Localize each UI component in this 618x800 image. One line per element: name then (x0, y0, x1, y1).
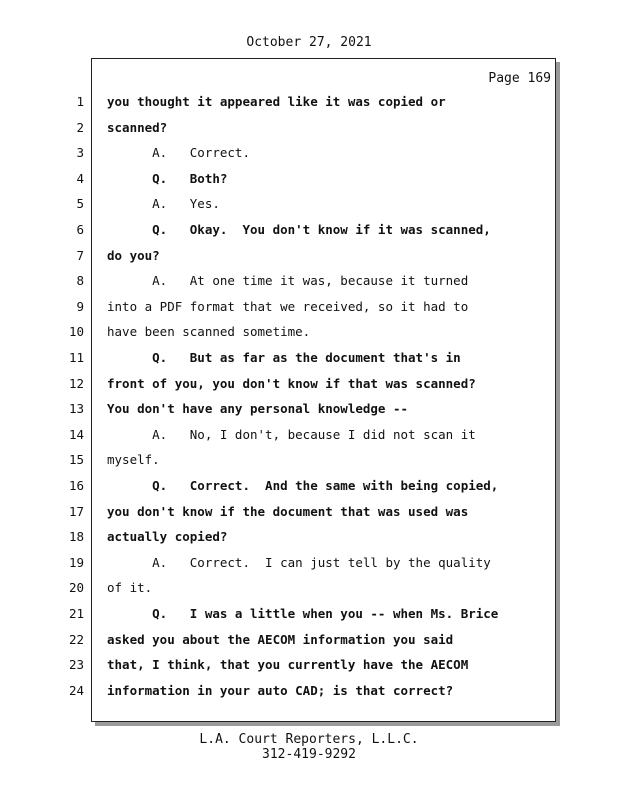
header-date: October 27, 2021 (246, 35, 372, 50)
line-number: 7 (76, 248, 84, 263)
transcript-line: A. Yes. (107, 196, 220, 211)
line-number: 20 (68, 580, 84, 595)
footer-company: L.A. Court Reporters, L.L.C. (199, 732, 419, 747)
line-number: 23 (68, 657, 84, 672)
line-number: 17 (68, 504, 84, 519)
line-number: 6 (76, 222, 84, 237)
line-number: 1 (76, 94, 84, 109)
transcript-line: A. At one time it was, because it turned (107, 273, 469, 288)
line-number: 21 (68, 606, 84, 621)
transcript-line: do you? (107, 248, 160, 263)
line-number: 5 (76, 196, 84, 211)
line-number: 4 (76, 171, 84, 186)
transcript-line: scanned? (107, 120, 168, 135)
transcript-line: Q. Both? (107, 171, 228, 186)
line-number: 8 (76, 273, 84, 288)
line-number: 12 (68, 376, 84, 391)
transcript-line: You don't have any personal knowledge -- (107, 401, 409, 416)
line-number: 19 (68, 555, 84, 570)
line-number: 18 (68, 529, 84, 544)
transcript-line: A. No, I don't, because I did not scan it (107, 427, 476, 442)
page-number: Page 169 (488, 71, 551, 86)
line-number: 2 (76, 120, 84, 135)
line-number: 11 (68, 350, 84, 365)
transcript-line: Q. But as far as the document that's in (107, 350, 461, 365)
transcript-line: into a PDF format that we received, so it had to (107, 299, 469, 314)
line-number: 14 (68, 427, 84, 442)
transcript-line: Q. Correct. And the same with being copied, (107, 478, 499, 493)
transcript-line: asked you about the AECOM information you said (107, 632, 454, 647)
line-number: 24 (68, 683, 84, 698)
transcript-line: have been scanned sometime. (107, 324, 311, 339)
transcript-line: actually copied? (107, 529, 228, 544)
transcript-line: of it. (107, 580, 153, 595)
transcript-line: you thought it appeared like it was copied or (107, 94, 446, 109)
transcript-line: information in your auto CAD; is that correct? (107, 683, 454, 698)
line-number: 22 (68, 632, 84, 647)
transcript-line: front of you, you don't know if that was scanned? (107, 376, 476, 391)
transcript-line: Q. I was a little when you -- when Ms. Brice (107, 606, 499, 621)
transcript-line: A. Correct. (107, 145, 250, 160)
transcript-line: that, I think, that you currently have the AECOM (107, 657, 469, 672)
line-number: 9 (76, 299, 84, 314)
line-number: 16 (68, 478, 84, 493)
line-number: 15 (68, 452, 84, 467)
line-number: 3 (76, 145, 84, 160)
transcript-line: Q. Okay. You don't know if it was scanned, (107, 222, 491, 237)
transcript-line: A. Correct. I can just tell by the quality (107, 555, 491, 570)
line-number: 10 (68, 324, 84, 339)
footer-phone: 312-419-9292 (262, 747, 356, 762)
transcript-line: you don't know if the document that was used was (107, 504, 469, 519)
line-number: 13 (68, 401, 84, 416)
transcript-line: myself. (107, 452, 160, 467)
